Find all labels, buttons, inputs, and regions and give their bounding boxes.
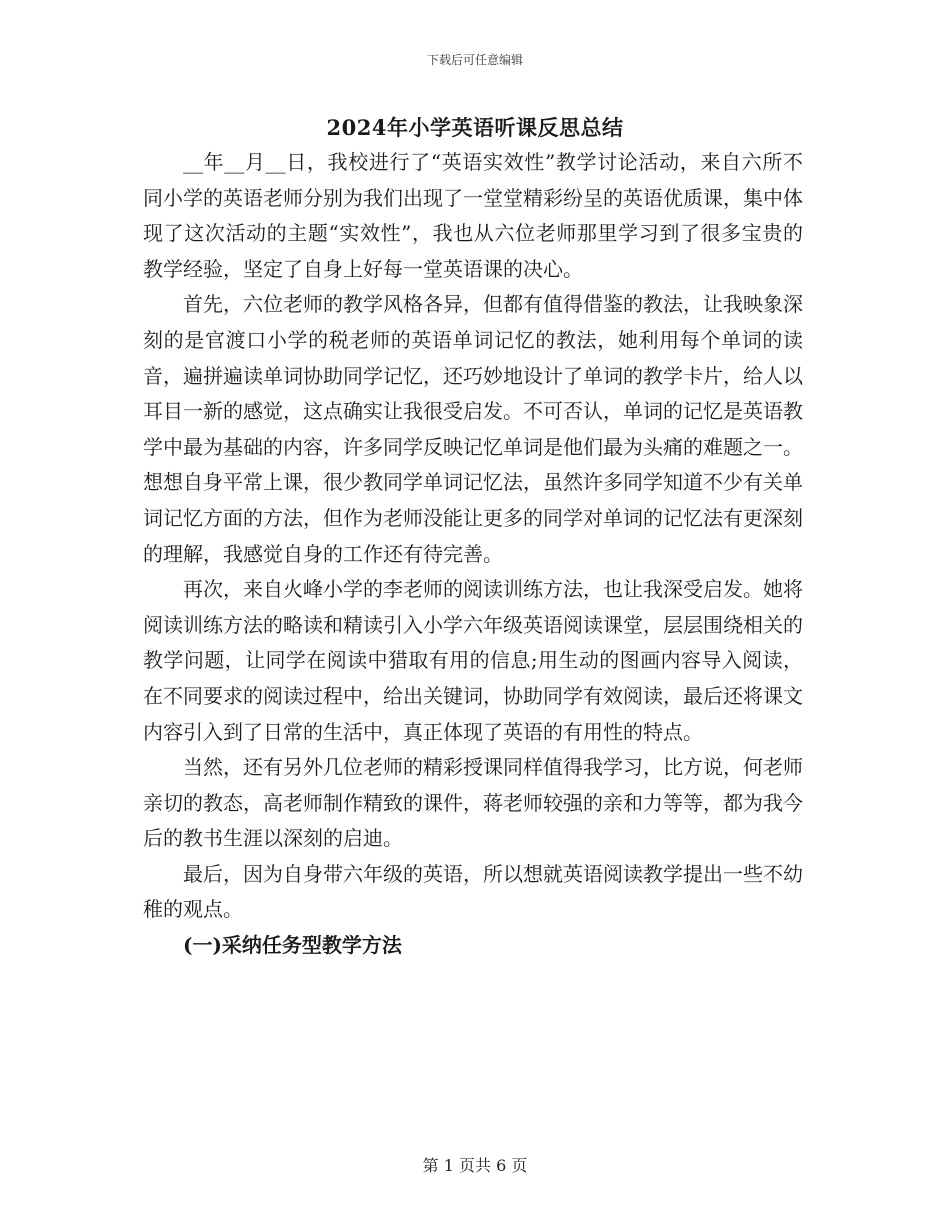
paragraph-2: 首先，六位老师的教学风格各异，但都有值得借鉴的教法，让我映象深刻的是官渡口小学的税老师的英语单词记忆的教法，她利用每个单词的读音，遍拼遍读单词协助同学记忆，还巧妙地设计了单词的教学卡片，给人以耳目一新的感觉，这点确实让我很受启发。不可否认，单词的记忆是英语教学中最为基础的内容，许多同学反映记忆单词是他们最为头痛的难题之一。想想自身平常上课，很少教同学单词记忆法，虽然许多同学知道不少有关单词记忆方面的方法，但作为老师没能让更多的同学对单词的记忆法有更深刻的理解，我感觉自身的工作还有待完善。 [143, 292, 803, 566]
page-header-note: 下载后可任意编辑 [426, 53, 523, 67]
paragraph-3: 再次，来自火峰小学的李老师的阅读训练方法，也让我深受启发。她将阅读训练方法的略读和精读引入小学六年级英语阅读课堂，层层围绕相关的教学问题，让同学在阅读中猎取有用的信息;用生动的图画内容导入阅读，在不同要求的阅读过程中，给出关键词，协助同学有效阅读，最后还将课文内容引入到了日常的生活中，真正体现了英语的有用性的特点。 [143, 577, 803, 744]
paragraph-4: 当然，还有另外几位老师的精彩授课同样值得我学习，比方说，何老师亲切的教态，高老师制作精致的课件，蒋老师较强的亲和力等等，都为我今后的教书生涯以深刻的启迪。 [143, 755, 803, 851]
document-body [143, 145, 803, 964]
page-number: 第 1 页共 6 页 [422, 1156, 528, 1175]
section-heading: (一)采纳任务型教学方法 [183, 933, 402, 958]
paragraph-5: 最后，因为自身带六年级的英语，所以想就英语阅读教学提出一些不幼稚的观点。 [143, 861, 803, 922]
paragraph-1: __年__月__日，我校进行了“英语实效性”教学讨论活动，来自六所不同小学的英语老师分别为我们出现了一堂堂精彩纷呈的英语优质课，集中体现了这次活动的主题“实效性”，我也从六位老师那里学习到了很多宝贵的教学经验，坚定了自身上好每一堂英语课的决心。 [143, 150, 803, 281]
document-title: 2024年小学英语听课反思总结 [326, 115, 624, 140]
